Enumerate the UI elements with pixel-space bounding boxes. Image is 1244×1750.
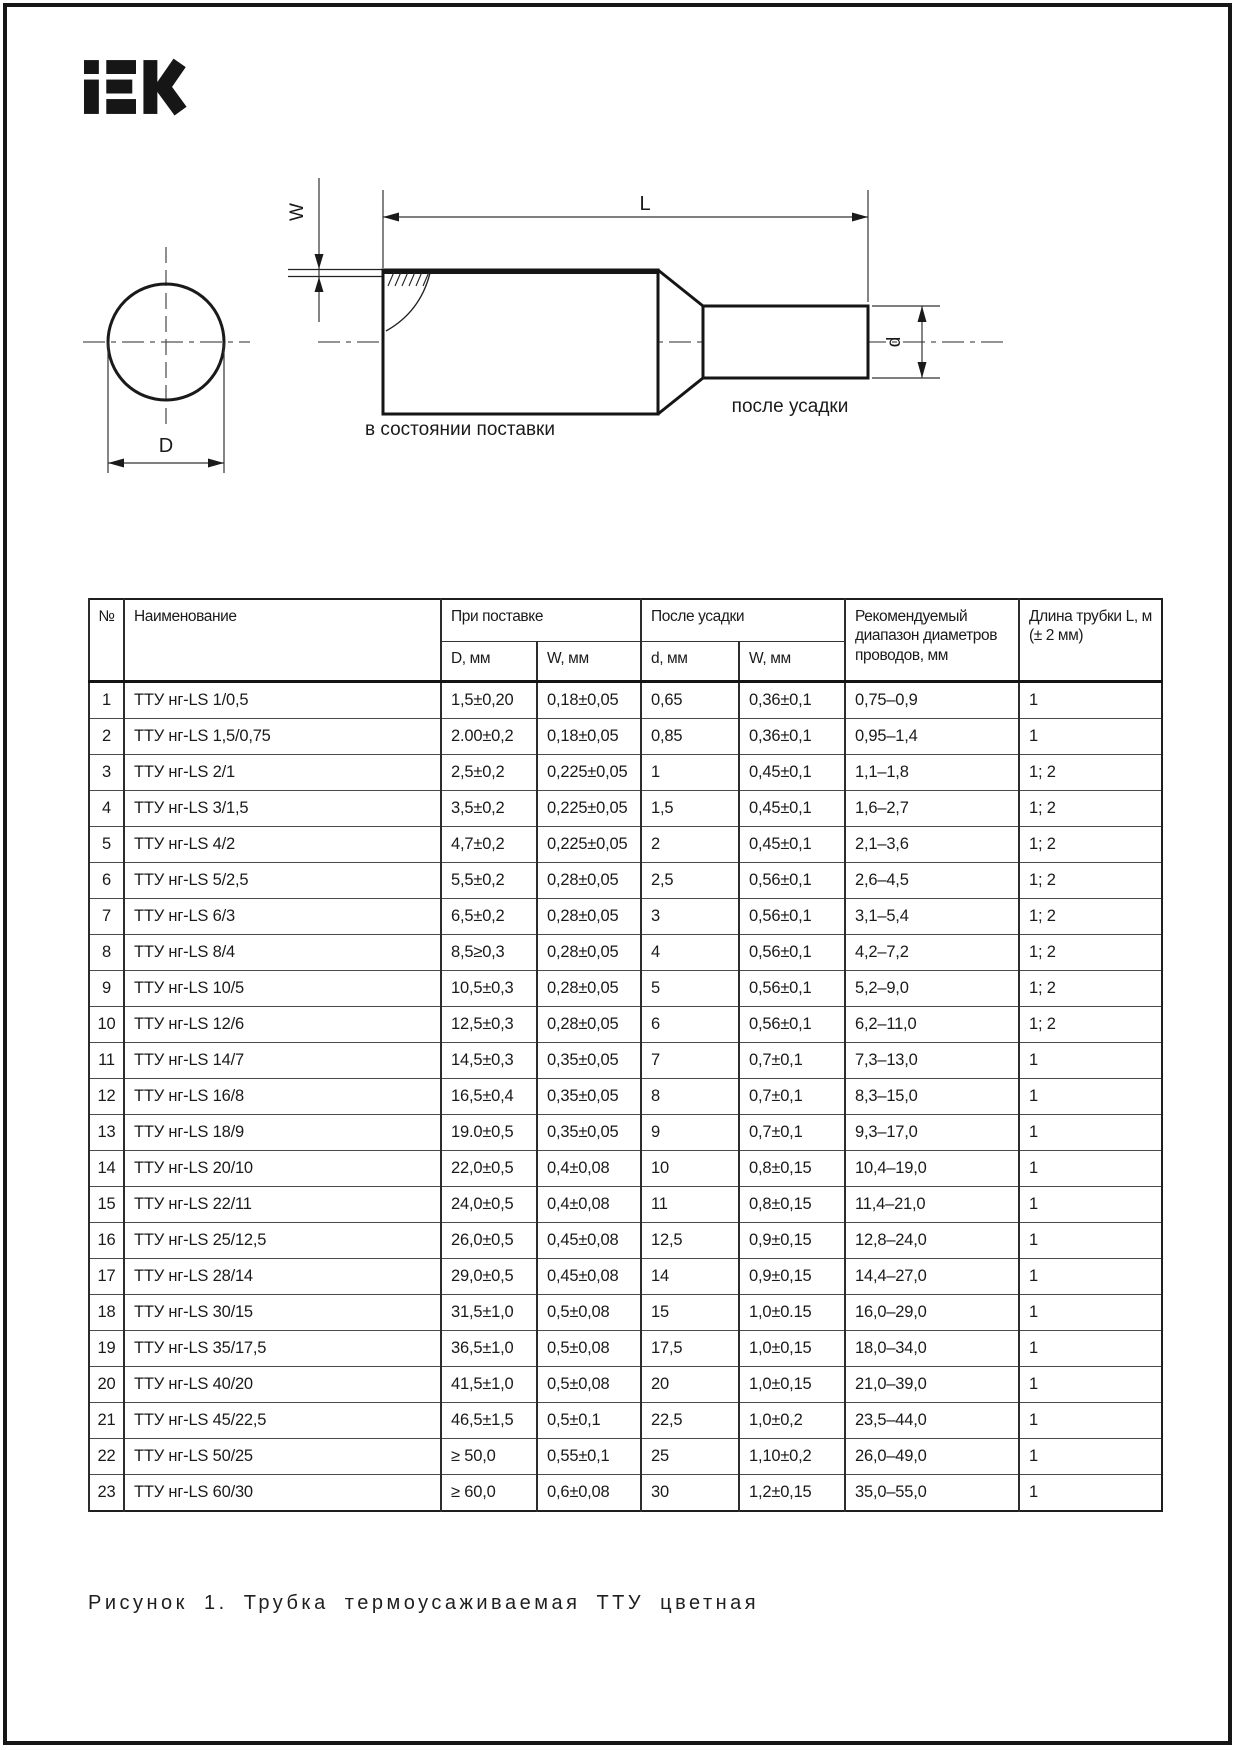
cell: 0,45±0,1 xyxy=(739,827,845,863)
cell: ТТУ нг-LS 5/2,5 xyxy=(124,863,441,899)
cell: ТТУ нг-LS 16/8 xyxy=(124,1079,441,1115)
cell: 0,18±0,05 xyxy=(537,682,641,719)
cell: 18,0–34,0 xyxy=(845,1331,1019,1367)
row-number-cell: 12 xyxy=(89,1079,124,1115)
cell: 1,5 xyxy=(641,791,739,827)
table-row xyxy=(89,1259,1162,1295)
cell: 19.0±0,5 xyxy=(441,1115,537,1151)
cell: 36,5±1,0 xyxy=(441,1331,537,1367)
table-row xyxy=(89,719,1162,755)
cell: ТТУ нг-LS 14/7 xyxy=(124,1043,441,1079)
cell: 0,9±0,15 xyxy=(739,1259,845,1295)
table-row xyxy=(89,1079,1162,1115)
cell: 1,10±0,2 xyxy=(739,1439,845,1475)
cell: ТТУ нг-LS 10/5 xyxy=(124,971,441,1007)
cell: 0,5±0,1 xyxy=(537,1403,641,1439)
table-row xyxy=(89,1007,1162,1043)
cell: 3,1–5,4 xyxy=(845,899,1019,935)
cell: 12,8–24,0 xyxy=(845,1223,1019,1259)
cell: ТТУ нг-LS 2/1 xyxy=(124,755,441,791)
cell: 0,75–0,9 xyxy=(845,682,1019,719)
cell: ТТУ нг-LS 18/9 xyxy=(124,1115,441,1151)
cell: 1 xyxy=(1019,1295,1162,1331)
cell: 0,225±0,05 xyxy=(537,791,641,827)
dim-L-label: L xyxy=(639,193,651,215)
cell: 0,6±0,08 xyxy=(537,1475,641,1512)
table-row xyxy=(89,1367,1162,1403)
dim-W-label: W xyxy=(287,203,308,221)
cell: ТТУ нг-LS 28/14 xyxy=(124,1259,441,1295)
cell: 1 xyxy=(1019,1475,1162,1512)
cell: 1; 2 xyxy=(1019,755,1162,791)
cell: 0,7±0,1 xyxy=(739,1115,845,1151)
table-row xyxy=(89,1403,1162,1439)
table-row xyxy=(89,863,1162,899)
cell: 0,95–1,4 xyxy=(845,719,1019,755)
col-header-supply-W: W, мм xyxy=(537,642,641,682)
cell: 0,65 xyxy=(641,682,739,719)
cell: 4,2–7,2 xyxy=(845,935,1019,971)
cell: 6,2–11,0 xyxy=(845,1007,1019,1043)
cell: ТТУ нг-LS 30/15 xyxy=(124,1295,441,1331)
cell: 0,5±0,08 xyxy=(537,1331,641,1367)
cell: 0,225±0,05 xyxy=(537,827,641,863)
cross-section-view xyxy=(83,247,250,473)
cell: 46,5±1,5 xyxy=(441,1403,537,1439)
cell: 4 xyxy=(641,935,739,971)
row-number-cell: 3 xyxy=(89,755,124,791)
cell: 0,4±0,08 xyxy=(537,1151,641,1187)
cell: 2,5 xyxy=(641,863,739,899)
col-header-shrink-d: d, мм xyxy=(641,642,739,682)
table-row xyxy=(89,755,1162,791)
cell: 0,56±0,1 xyxy=(739,899,845,935)
col-header-range: Рекомендуемый диапазон диаметров проводов, мм xyxy=(845,599,1019,682)
cell: 24,0±0,5 xyxy=(441,1187,537,1223)
row-number-cell: 21 xyxy=(89,1403,124,1439)
cell: 0,36±0,1 xyxy=(739,682,845,719)
cell: 9,3–17,0 xyxy=(845,1115,1019,1151)
cell: 0,18±0,05 xyxy=(537,719,641,755)
cell: 1,2±0,15 xyxy=(739,1475,845,1512)
cell: 0,45±0,1 xyxy=(739,755,845,791)
cell: 0,56±0,1 xyxy=(739,935,845,971)
cell: ТТУ нг-LS 22/11 xyxy=(124,1187,441,1223)
cell: ТТУ нг-LS 60/30 xyxy=(124,1475,441,1512)
cell: 4,7±0,2 xyxy=(441,827,537,863)
cell: 0,7±0,1 xyxy=(739,1079,845,1115)
cell: 1; 2 xyxy=(1019,863,1162,899)
col-header-num: № xyxy=(89,599,124,682)
cell: ТТУ нг-LS 1,5/0,75 xyxy=(124,719,441,755)
cell: 1,0±0,15 xyxy=(739,1331,845,1367)
cell: ТТУ нг-LS 3/1,5 xyxy=(124,791,441,827)
cell: 0,56±0,1 xyxy=(739,863,845,899)
cell: 22,0±0,5 xyxy=(441,1151,537,1187)
cell: 20 xyxy=(641,1367,739,1403)
cell: 31,5±1,0 xyxy=(441,1295,537,1331)
table-row xyxy=(89,1151,1162,1187)
row-number-cell: 20 xyxy=(89,1367,124,1403)
row-number-cell: 1 xyxy=(89,682,124,719)
cell: 0,5±0,08 xyxy=(537,1367,641,1403)
cell: 1 xyxy=(1019,1367,1162,1403)
cell: 23,5–44,0 xyxy=(845,1403,1019,1439)
dim-D-label: D xyxy=(158,435,174,457)
cell: 0,28±0,05 xyxy=(537,935,641,971)
table-row xyxy=(89,791,1162,827)
cell: 8,3–15,0 xyxy=(845,1079,1019,1115)
cell: 9 xyxy=(641,1115,739,1151)
cell: 1 xyxy=(1019,1259,1162,1295)
cell: 8 xyxy=(641,1079,739,1115)
cell: 2 xyxy=(641,827,739,863)
cell: 1 xyxy=(1019,1079,1162,1115)
cell: 1; 2 xyxy=(1019,935,1162,971)
row-number-cell: 11 xyxy=(89,1043,124,1079)
table-row xyxy=(89,1187,1162,1223)
cell: 10,4–19,0 xyxy=(845,1151,1019,1187)
row-number-cell: 23 xyxy=(89,1475,124,1512)
cell: 1; 2 xyxy=(1019,899,1162,935)
cell: 0,8±0,15 xyxy=(739,1187,845,1223)
table-row xyxy=(89,899,1162,935)
cell: 1; 2 xyxy=(1019,827,1162,863)
cell: 8,5≥0,3 xyxy=(441,935,537,971)
dim-d-label: d xyxy=(884,336,905,348)
cell: 1,1–1,8 xyxy=(845,755,1019,791)
cell: 0,35±0,05 xyxy=(537,1079,641,1115)
cell: 2,1–3,6 xyxy=(845,827,1019,863)
cell: ТТУ нг-LS 35/17,5 xyxy=(124,1331,441,1367)
cell: 3,5±0,2 xyxy=(441,791,537,827)
cell: 1 xyxy=(641,755,739,791)
cell: 7,3–13,0 xyxy=(845,1043,1019,1079)
row-number-cell: 19 xyxy=(89,1331,124,1367)
cell: 0,85 xyxy=(641,719,739,755)
cell: 0,45±0,1 xyxy=(739,791,845,827)
cell: 1 xyxy=(1019,1439,1162,1475)
table-row xyxy=(89,1295,1162,1331)
row-number-cell: 17 xyxy=(89,1259,124,1295)
row-number-cell: 16 xyxy=(89,1223,124,1259)
after-shrink-label: после усадки xyxy=(731,396,849,417)
cell: 1,0±0.15 xyxy=(739,1295,845,1331)
cell: 0,45±0,08 xyxy=(537,1259,641,1295)
cell: 5,2–9,0 xyxy=(845,971,1019,1007)
cell: 22,5 xyxy=(641,1403,739,1439)
cell: 7 xyxy=(641,1043,739,1079)
cell: 1,6–2,7 xyxy=(845,791,1019,827)
tube-technical-drawing xyxy=(0,0,1244,540)
cell: 0,45±0,08 xyxy=(537,1223,641,1259)
cell: 26,0±0,5 xyxy=(441,1223,537,1259)
row-number-cell: 6 xyxy=(89,863,124,899)
cell: 0,56±0,1 xyxy=(739,1007,845,1043)
cell: 1 xyxy=(1019,682,1162,719)
col-header-length: Длина трубки L, м (± 2 мм) xyxy=(1019,599,1162,682)
cell: 1 xyxy=(1019,1331,1162,1367)
supply-state-label: в состоянии поставки xyxy=(365,419,555,440)
spec-table xyxy=(88,598,1163,1512)
cell: 16,5±0,4 xyxy=(441,1079,537,1115)
cell: 0,9±0,15 xyxy=(739,1223,845,1259)
cell: 1,5±0,20 xyxy=(441,682,537,719)
cell: 3 xyxy=(641,899,739,935)
cell: 21,0–39,0 xyxy=(845,1367,1019,1403)
cell: 11,4–21,0 xyxy=(845,1187,1019,1223)
col-header-name: Наименование xyxy=(124,599,441,682)
supply-state-view xyxy=(287,178,1005,440)
table-row xyxy=(89,827,1162,863)
row-number-cell: 2 xyxy=(89,719,124,755)
row-number-cell: 9 xyxy=(89,971,124,1007)
row-number-cell: 18 xyxy=(89,1295,124,1331)
cell: 10 xyxy=(641,1151,739,1187)
cell: 6,5±0,2 xyxy=(441,899,537,935)
cell: 41,5±1,0 xyxy=(441,1367,537,1403)
row-number-cell: 15 xyxy=(89,1187,124,1223)
table-row xyxy=(89,1115,1162,1151)
table-row xyxy=(89,1475,1162,1512)
cell: 0,36±0,1 xyxy=(739,719,845,755)
cell: 0,35±0,05 xyxy=(537,1115,641,1151)
row-number-cell: 8 xyxy=(89,935,124,971)
cell: 1,0±0,2 xyxy=(739,1403,845,1439)
cell: 30 xyxy=(641,1475,739,1512)
row-number-cell: 22 xyxy=(89,1439,124,1475)
cell: ТТУ нг-LS 50/25 xyxy=(124,1439,441,1475)
col-group-shrink: После усадки xyxy=(641,599,845,642)
table-row xyxy=(89,1331,1162,1367)
cell: 1 xyxy=(1019,1187,1162,1223)
cell: 0,7±0,1 xyxy=(739,1043,845,1079)
cell: ТТУ нг-LS 8/4 xyxy=(124,935,441,971)
cell: 2.00±0,2 xyxy=(441,719,537,755)
cell: 5 xyxy=(641,971,739,1007)
table-row xyxy=(89,971,1162,1007)
cell: 1 xyxy=(1019,1115,1162,1151)
cell: 1 xyxy=(1019,1151,1162,1187)
cell: ≥ 50,0 xyxy=(441,1439,537,1475)
cell: 0,35±0,05 xyxy=(537,1043,641,1079)
table-row xyxy=(89,1223,1162,1259)
cell: ТТУ нг-LS 12/6 xyxy=(124,1007,441,1043)
cell: 0,8±0,15 xyxy=(739,1151,845,1187)
cell: 26,0–49,0 xyxy=(845,1439,1019,1475)
col-header-shrink-W: W, мм xyxy=(739,642,845,682)
cell: ТТУ нг-LS 6/3 xyxy=(124,899,441,935)
cell: 0,225±0,05 xyxy=(537,755,641,791)
cell: 0,28±0,05 xyxy=(537,1007,641,1043)
cell: ТТУ нг-LS 4/2 xyxy=(124,827,441,863)
cell: 0,55±0,1 xyxy=(537,1439,641,1475)
cell: 35,0–55,0 xyxy=(845,1475,1019,1512)
row-number-cell: 7 xyxy=(89,899,124,935)
cell: ТТУ нг-LS 40/20 xyxy=(124,1367,441,1403)
cell: 1 xyxy=(1019,1043,1162,1079)
row-number-cell: 4 xyxy=(89,791,124,827)
cell: 1 xyxy=(1019,719,1162,755)
cell: 1 xyxy=(1019,1403,1162,1439)
cell: 12,5 xyxy=(641,1223,739,1259)
row-number-cell: 14 xyxy=(89,1151,124,1187)
cell: ТТУ нг-LS 25/12,5 xyxy=(124,1223,441,1259)
cell: 1,0±0,15 xyxy=(739,1367,845,1403)
cell: 0,28±0,05 xyxy=(537,971,641,1007)
cell: 0,28±0,05 xyxy=(537,863,641,899)
shrunk-state-view xyxy=(703,306,940,417)
cell: 1; 2 xyxy=(1019,791,1162,827)
cell: ТТУ нг-LS 1/0,5 xyxy=(124,682,441,719)
table-row xyxy=(89,682,1162,719)
row-number-cell: 5 xyxy=(89,827,124,863)
col-header-supply-D: D, мм xyxy=(441,642,537,682)
cell: 1; 2 xyxy=(1019,971,1162,1007)
cell: ≥ 60,0 xyxy=(441,1475,537,1512)
cell: 0,5±0,08 xyxy=(537,1295,641,1331)
cell: 15 xyxy=(641,1295,739,1331)
cell: 1 xyxy=(1019,1223,1162,1259)
table-row xyxy=(89,1439,1162,1475)
cell: 0,28±0,05 xyxy=(537,899,641,935)
cell: 17,5 xyxy=(641,1331,739,1367)
cell: 1; 2 xyxy=(1019,1007,1162,1043)
row-number-cell: 10 xyxy=(89,1007,124,1043)
figure-caption: Рисунок 1. Трубка термоусаживаемая ТТУ цветная xyxy=(88,1592,760,1614)
col-group-supply: При поставке xyxy=(441,599,641,642)
cell: 29,0±0,5 xyxy=(441,1259,537,1295)
cell: ТТУ нг-LS 20/10 xyxy=(124,1151,441,1187)
cell: 16,0–29,0 xyxy=(845,1295,1019,1331)
table-row xyxy=(89,935,1162,971)
cell: 12,5±0,3 xyxy=(441,1007,537,1043)
cell: 0,56±0,1 xyxy=(739,971,845,1007)
cell: 5,5±0,2 xyxy=(441,863,537,899)
cell: 10,5±0,3 xyxy=(441,971,537,1007)
cell: 14,5±0,3 xyxy=(441,1043,537,1079)
cell: 2,5±0,2 xyxy=(441,755,537,791)
cell: 6 xyxy=(641,1007,739,1043)
cell: ТТУ нг-LS 45/22,5 xyxy=(124,1403,441,1439)
cell: 0,4±0,08 xyxy=(537,1187,641,1223)
row-number-cell: 13 xyxy=(89,1115,124,1151)
cell: 14 xyxy=(641,1259,739,1295)
table-header-row-1 xyxy=(89,599,1162,642)
cell: 11 xyxy=(641,1187,739,1223)
cell: 2,6–4,5 xyxy=(845,863,1019,899)
cell: 14,4–27,0 xyxy=(845,1259,1019,1295)
table-row xyxy=(89,1043,1162,1079)
cell: 25 xyxy=(641,1439,739,1475)
